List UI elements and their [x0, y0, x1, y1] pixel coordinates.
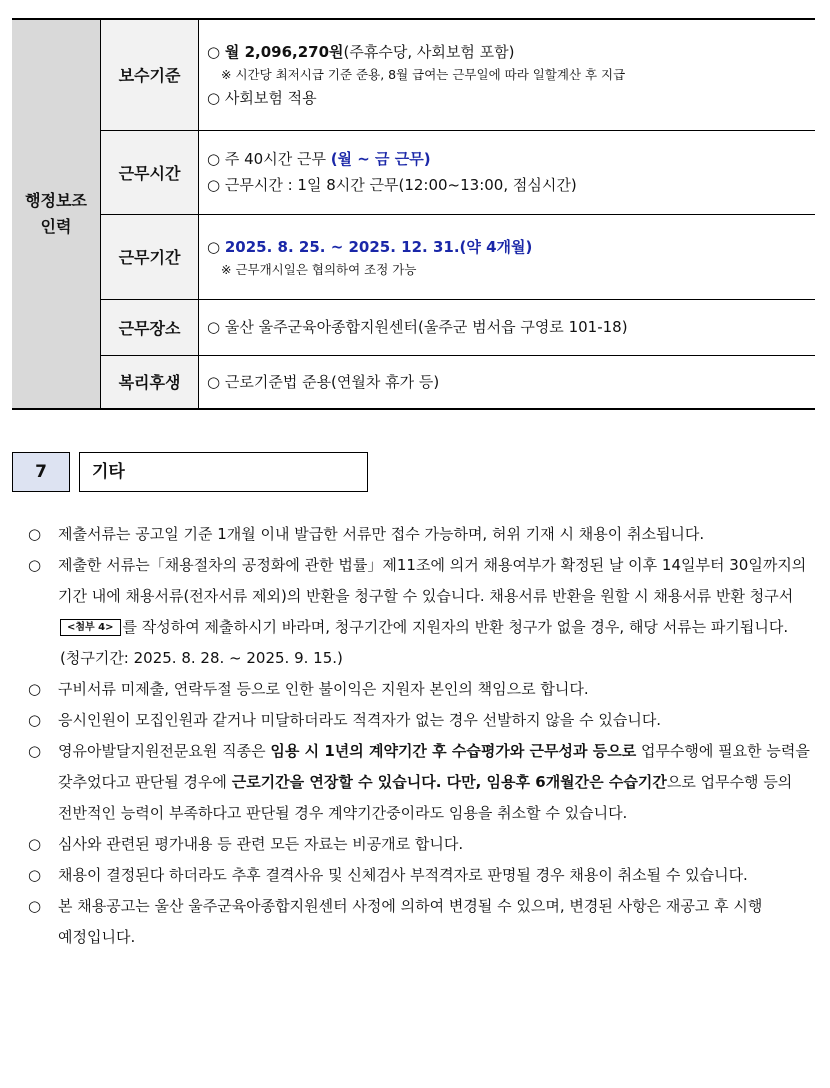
list-item: ○ 구비서류 미제출, 연락두절 등으로 인한 불이익은 지원자 본인의 책임으로 합니다. [28, 680, 589, 698]
row-content-welfare: ○ 근로기준법 준용(연월차 휴가 등) [199, 355, 816, 409]
row-label-period: 근무기간 [101, 214, 199, 299]
list-item: ○ 심사와 관련된 평가내용 등 관련 모든 자료는 비공개로 합니다. [28, 835, 464, 853]
notes-list [28, 519, 815, 953]
row-content-location: ○ 울산 울주군육아종합지원센터(울주군 범서읍 구영로 101-18) [199, 299, 816, 355]
section-title: 기타 [79, 452, 368, 492]
row-content-period: ○ 2025. 8. 25. ~ 2025. 12. 31.(약 4개월) ※ 근무개시일은 협의하여 조정 가능 [199, 214, 816, 299]
list-item: ○ 채용이 결정된다 하더라도 추후 결격사유 및 신체검사 부적격자로 판명될 경우 채용이 취소될 수 있습니다. [28, 866, 748, 884]
insurance-line: ○ 사회보험 적용 [207, 88, 317, 107]
section-number: 7 [12, 452, 70, 492]
row-content-pay: ○ 월 2,096,270원(주휴수당, 사회보험 포함) ※ 시간당 최저시급 기준 준용, 8월 급여는 근무일에 따라 일할계산 후 지급 ○ 사회보험 적용 [199, 19, 816, 130]
attachment-tag: <첨부 4> [60, 619, 121, 636]
row-label-location: 근무장소 [101, 299, 199, 355]
period-note: ※ 근무개시일은 협의하여 조정 가능 [221, 261, 417, 277]
row-label-pay: 보수기준 [101, 19, 199, 130]
list-item: ○ 응시인원이 모집인원과 같거나 미달하더라도 적격자가 없는 경우 선발하지 않을 수 있습니다. [28, 711, 662, 729]
list-item: ○ 제출서류는 공고일 기준 1개월 이내 발급한 서류만 접수 가능하며, 허위 기재 시 채용이 취소됩니다. [28, 525, 705, 543]
row-content-hours: ○ 주 40시간 근무 (월 ~ 금 근무) ○ 근무시간 : 1일 8시간 근무(12:00~13:00, 점심시간) [199, 130, 816, 214]
row-label-welfare: 복리후생 [101, 355, 199, 409]
recruitment-conditions-table [12, 18, 815, 410]
row-label-hours: 근무시간 [101, 130, 199, 214]
list-item: ○ 제출한 서류는「채용절차의 공정화에 관한 법률」제11조에 의거 채용여부가 확정된 날 이후 14일부터 30일까지의 기간 내에 채용서류(전자서류 제외)의 반환을 청구할 수 있습니다. 채용서류 반환을 원할 시 채용서류 반환 청구서<첨부 4> 를 작성하여 제출하시기 바라며, 청구기간에 지원자의 반환 청구가 없을 경우, 해당 서류는 파기됩니다. (청구기간: 2025. 8. 28. ~ 2025. 9. 15.) [28, 556, 807, 667]
list-item: ○ 영유아발달지원전문요원 직종은 임용 시 1년의 계약기간 후 수습평가와 근무성과 등으로 업무수행에 필요한 능력을 갖추었다고 판단될 경우에 근로기간을 연장할 수 있습니다. 다만, 임용후 6개월간은 수습기간으로 업무수행 등의 전반적인 능력이 부족하다고 판단될 경우 계약기간중이라도 임용을 취소할 수 있습니다. [28, 742, 810, 822]
list-item: ○ 본 채용공고는 울산 울주군육아종합지원센터 사정에 의하여 변경될 수 있으며, 변경된 사항은 재공고 후 시행 예정입니다. [28, 897, 763, 946]
pay-note: ※ 시간당 최저시급 기준 준용, 8월 급여는 근무일에 따라 일할계산 후 지급 [221, 66, 626, 82]
claim-period: (청구기간: 2025. 8. 28. ~ 2025. 9. 15.) [60, 649, 343, 667]
category-cell: 행정보조 인력 [12, 19, 101, 409]
